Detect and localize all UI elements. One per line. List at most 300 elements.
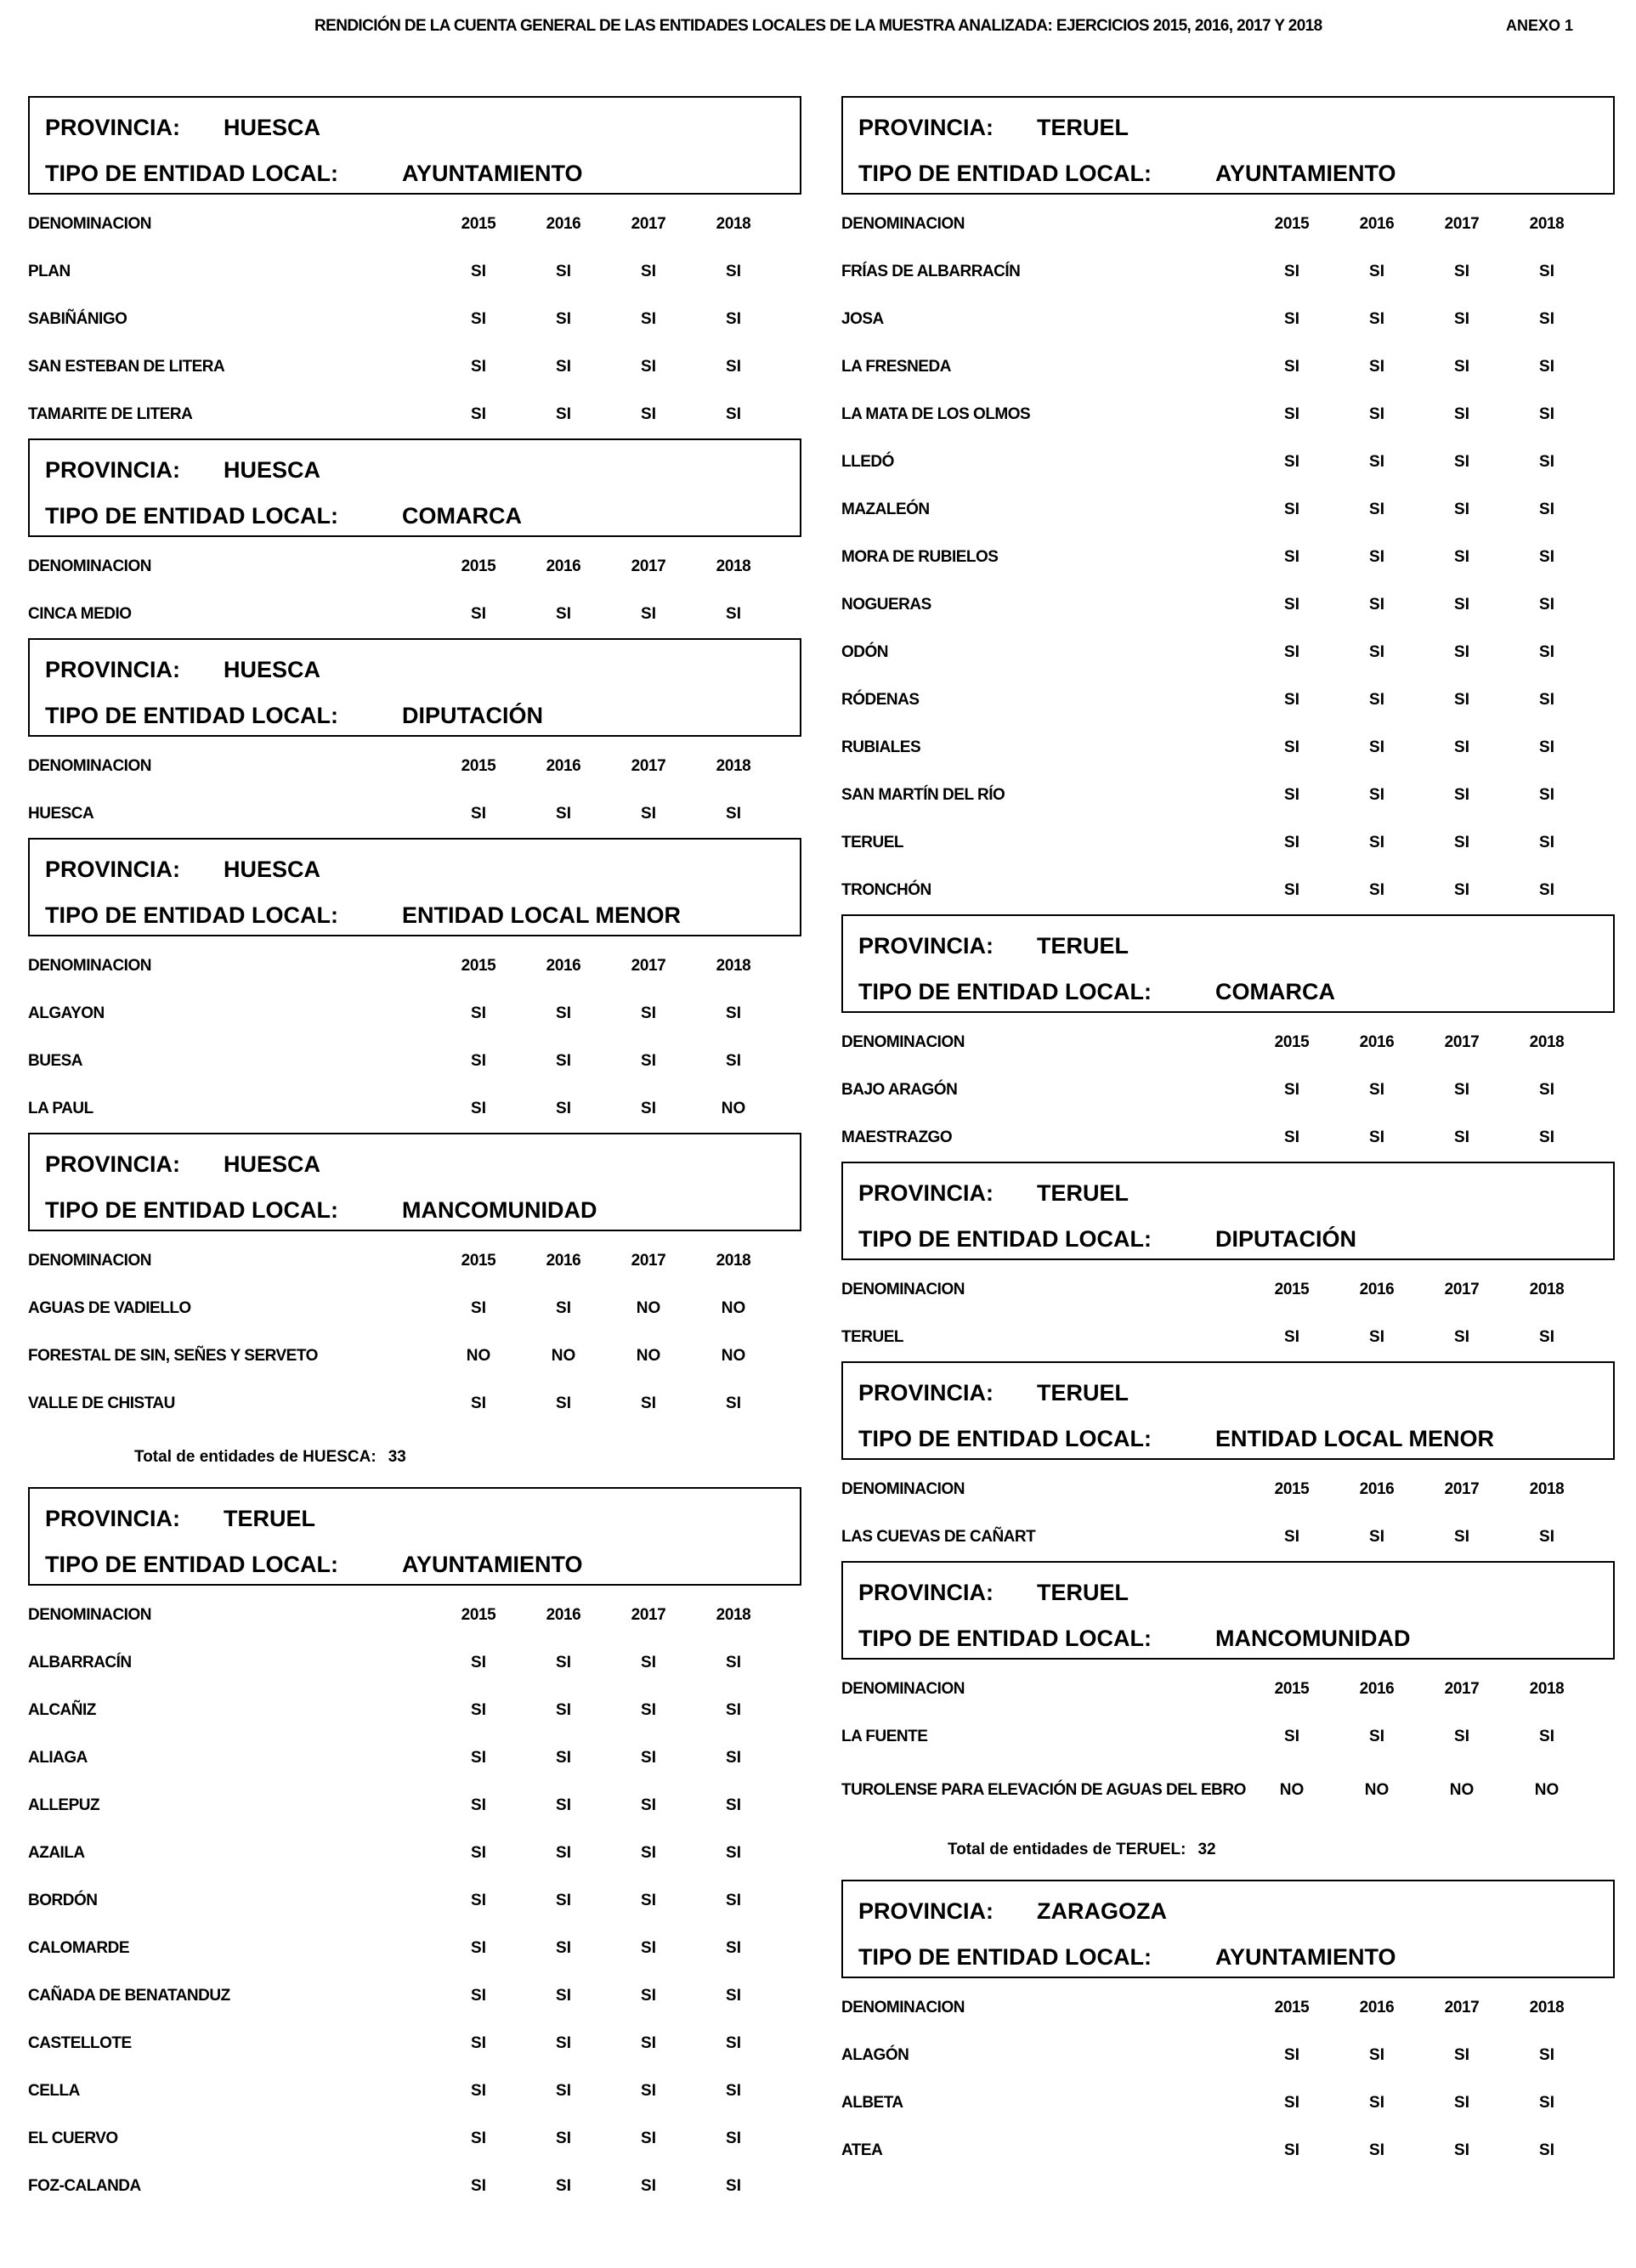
status-cell: SI [1284, 1328, 1299, 1346]
province-name: ZARAGOZA [1037, 1898, 1167, 1924]
table-header-row [28, 942, 776, 990]
province-header-box [28, 438, 801, 537]
status-cell: SI [556, 1052, 571, 1070]
status-cell: SI [1454, 501, 1469, 518]
status-cell: SI [1539, 1328, 1554, 1346]
status-cell: SI [726, 2082, 741, 2100]
entity-section [28, 1487, 801, 2210]
status-cell: SI [641, 405, 656, 423]
entity-name-cell: CALOMARDE [28, 1939, 129, 1957]
table-row [28, 2020, 776, 2067]
entity-type-label: TIPO DE ENTIDAD LOCAL: [45, 1551, 338, 1577]
status-cell: NO [721, 1299, 746, 1317]
status-cell: SI [556, 1892, 571, 1909]
entity-name-cell: TRONCHÓN [841, 881, 931, 899]
status-cell: SI [471, 1004, 486, 1022]
column-header-year: 2016 [1359, 215, 1395, 233]
column-header-year: 2017 [631, 757, 666, 775]
status-cell: SI [1284, 501, 1299, 518]
entity-type-name: AYUNTAMIENTO [1215, 160, 1396, 186]
entity-name-cell: ALIAGA [28, 1749, 88, 1767]
status-cell: SI [1369, 263, 1384, 280]
entity-type-line [45, 1541, 800, 1587]
province-header-box [841, 1561, 1615, 1660]
entity-table [28, 743, 776, 838]
column-header-year: 2018 [716, 957, 751, 975]
entity-name-cell: LA MATA DE LOS OLMOS [841, 405, 1031, 423]
status-cell: SI [1539, 834, 1554, 851]
entity-type-label: TIPO DE ENTIDAD LOCAL: [45, 1196, 338, 1223]
province-header-box [841, 1880, 1615, 1978]
column-header-year: 2018 [1529, 215, 1565, 233]
column-header-year: 2018 [1529, 1480, 1565, 1498]
table-header-row [841, 201, 1589, 248]
column-header-year: 2017 [631, 1252, 666, 1270]
column-header-year: 2015 [461, 957, 496, 975]
table-row [28, 1734, 776, 1782]
status-cell: SI [1284, 834, 1299, 851]
province-label: PROVINCIA: [45, 656, 181, 682]
province-name: TERUEL [1037, 1179, 1129, 1206]
entity-table [28, 1592, 776, 2210]
table-row [841, 1314, 1589, 1361]
entity-name-cell: FOZ-CALANDA [28, 2177, 141, 2195]
status-cell: SI [1369, 2046, 1384, 2064]
table-row [841, 1713, 1589, 1761]
status-cell: SI [556, 605, 571, 623]
table-header-row [841, 1984, 1589, 2032]
status-cell: NO [721, 1100, 746, 1117]
province-header-box [841, 914, 1615, 1013]
province-header-box [841, 1162, 1615, 1260]
status-cell: SI [1369, 834, 1384, 851]
table-header-row [28, 201, 776, 248]
table-row [841, 2079, 1589, 2127]
column-header-denominacion: DENOMINACION [28, 215, 151, 233]
status-cell: SI [1369, 310, 1384, 328]
status-cell: SI [641, 1052, 656, 1070]
status-cell: SI [471, 1844, 486, 1862]
status-cell: SI [556, 1100, 571, 1117]
entity-section [841, 96, 1615, 914]
status-cell: SI [641, 1939, 656, 1957]
status-cell: SI [1539, 310, 1554, 328]
column-header-year: 2017 [631, 215, 666, 233]
table-row [28, 296, 776, 343]
column-header-year: 2018 [1529, 1033, 1565, 1051]
status-cell: SI [641, 310, 656, 328]
status-cell: SI [726, 2034, 741, 2052]
entity-table [841, 201, 1589, 914]
province-name: TERUEL [1037, 1579, 1129, 1605]
status-cell: SI [726, 310, 741, 328]
entity-name-cell: PLAN [28, 263, 71, 280]
status-cell: SI [641, 1654, 656, 1671]
entity-type-name: DIPUTACIÓN [402, 702, 543, 728]
table-row [28, 1877, 776, 1925]
status-cell: SI [641, 1749, 656, 1767]
column-header-year: 2015 [461, 1252, 496, 1270]
status-cell: SI [1454, 263, 1469, 280]
status-cell: SI [1454, 881, 1469, 899]
column-header-year: 2015 [1274, 1480, 1310, 1498]
province-header-box [28, 1487, 801, 1586]
table-row [841, 1114, 1589, 1162]
province-header-box [28, 1133, 801, 1231]
table-row [841, 1066, 1589, 1114]
column-header-year: 2015 [1274, 1281, 1310, 1298]
column-header-year: 2015 [461, 557, 496, 575]
status-cell: SI [641, 1987, 656, 2005]
status-cell: SI [641, 805, 656, 823]
column-header-year: 2016 [546, 757, 581, 775]
province-header-box [28, 838, 801, 936]
column-header-year: 2018 [1529, 1281, 1565, 1298]
status-cell: SI [1454, 2141, 1469, 2159]
entity-type-label: TIPO DE ENTIDAD LOCAL: [858, 978, 1152, 1004]
status-cell: SI [1284, 548, 1299, 566]
column-header-year: 2017 [1444, 1281, 1480, 1298]
entity-name-cell: SAN ESTEBAN DE LITERA [28, 358, 225, 376]
status-cell: SI [726, 1987, 741, 2005]
status-cell: SI [1369, 358, 1384, 376]
entity-name-cell: LAS CUEVAS DE CAÑART [841, 1528, 1036, 1546]
status-cell: SI [641, 2034, 656, 2052]
entity-section [28, 96, 801, 438]
status-cell: SI [471, 1100, 486, 1117]
entity-name-cell: LA PAUL [28, 1100, 93, 1117]
province-label: PROVINCIA: [45, 456, 181, 483]
table-row [28, 1782, 776, 1830]
province-line [858, 1370, 1613, 1416]
status-cell: SI [1454, 453, 1469, 471]
province-line [858, 1170, 1613, 1216]
status-cell: SI [1284, 1728, 1299, 1745]
table-row [28, 1038, 776, 1085]
status-cell: SI [726, 1654, 741, 1671]
status-cell: SI [1454, 405, 1469, 423]
entity-name-cell: ALCAÑIZ [28, 1701, 96, 1719]
table-row [841, 819, 1589, 867]
status-cell: SI [1454, 643, 1469, 661]
status-cell: NO [466, 1347, 491, 1365]
status-cell: SI [471, 1052, 486, 1070]
column-header-year: 2018 [1529, 1680, 1565, 1698]
column-header-year: 2016 [1359, 1480, 1395, 1498]
status-cell: SI [556, 405, 571, 423]
column-header-year: 2016 [546, 557, 581, 575]
table-row [28, 2115, 776, 2163]
table-row [841, 248, 1589, 296]
entity-type-name: ENTIDAD LOCAL MENOR [1215, 1425, 1494, 1451]
status-cell: SI [1454, 548, 1469, 566]
status-cell: SI [726, 605, 741, 623]
status-cell: SI [1284, 786, 1299, 804]
table-row [841, 296, 1589, 343]
status-cell: NO [721, 1347, 746, 1365]
document-title: RENDICIÓN DE LA CUENTA GENERAL DE LAS ENTIDADES LOCALES DE LA MUESTRA ANALIZADA: EJERCICIOS 2015, 2016, 2017 Y 2018 [314, 17, 1322, 35]
entity-type-line [858, 150, 1613, 196]
status-cell: SI [1454, 2046, 1469, 2064]
province-label: PROVINCIA: [858, 1898, 994, 1924]
status-cell: SI [1454, 596, 1469, 614]
column-header-year: 2015 [1274, 1033, 1310, 1051]
status-cell: SI [726, 1939, 741, 1957]
province-label: PROVINCIA: [858, 1379, 994, 1405]
status-cell: SI [471, 1654, 486, 1671]
entity-type-name: AYUNTAMIENTO [402, 1551, 583, 1577]
province-name: TERUEL [1037, 932, 1129, 959]
table-header-row [841, 1666, 1589, 1713]
status-cell: SI [556, 1844, 571, 1862]
entity-type-name: ENTIDAD LOCAL MENOR [402, 902, 681, 928]
status-cell: SI [1539, 405, 1554, 423]
province-total [28, 1428, 801, 1487]
province-name: TERUEL [224, 1505, 315, 1531]
entity-name-cell: LA FUENTE [841, 1728, 928, 1745]
province-label: PROVINCIA: [45, 1151, 181, 1177]
table-row [841, 438, 1589, 486]
entity-name-cell: TUROLENSE PARA ELEVACIÓN DE AGUAS DEL EBRO [841, 1781, 1246, 1799]
status-cell: SI [1454, 691, 1469, 709]
entity-name-cell: CELLA [28, 2082, 80, 2100]
entity-section [841, 1162, 1615, 1361]
province-line [45, 447, 800, 493]
status-cell: SI [1454, 1081, 1469, 1099]
entity-name-cell: ALGAYON [28, 1004, 105, 1022]
column-header-denominacion: DENOMINACION [28, 1252, 151, 1270]
status-cell: SI [1454, 310, 1469, 328]
status-cell: SI [1369, 548, 1384, 566]
table-row [841, 391, 1589, 438]
status-cell: SI [471, 358, 486, 376]
entity-type-label: TIPO DE ENTIDAD LOCAL: [45, 902, 338, 928]
table-row [841, 676, 1589, 724]
status-cell: SI [726, 1004, 741, 1022]
province-line [858, 1570, 1613, 1615]
column-header-denominacion: DENOMINACION [28, 557, 151, 575]
entity-type-label: TIPO DE ENTIDAD LOCAL: [45, 502, 338, 529]
status-cell: SI [1369, 1528, 1384, 1546]
entity-name-cell: SABIÑÁNIGO [28, 310, 127, 328]
status-cell: SI [1539, 2046, 1554, 2064]
entity-type-label: TIPO DE ENTIDAD LOCAL: [858, 1225, 1152, 1252]
entity-name-cell: NOGUERAS [841, 596, 931, 614]
column-header-denominacion: DENOMINACION [841, 1480, 965, 1498]
entity-name-cell: JOSA [841, 310, 884, 328]
entity-name-cell: LLEDÓ [841, 453, 894, 471]
status-cell: SI [726, 1701, 741, 1719]
column-header-year: 2015 [461, 757, 496, 775]
entity-type-name: AYUNTAMIENTO [1215, 1943, 1396, 1970]
status-cell: SI [1284, 881, 1299, 899]
status-cell: SI [1539, 263, 1554, 280]
table-row [841, 772, 1589, 819]
status-cell: SI [641, 358, 656, 376]
status-cell: SI [556, 1004, 571, 1022]
status-cell: SI [556, 2082, 571, 2100]
province-label: PROVINCIA: [858, 1179, 994, 1206]
status-cell: SI [1454, 786, 1469, 804]
entity-section [841, 1561, 1615, 1820]
column-header-year: 2018 [716, 1252, 751, 1270]
table-row [841, 867, 1589, 914]
status-cell: NO [1534, 1781, 1560, 1799]
province-line [45, 1141, 800, 1187]
status-cell: SI [471, 1299, 486, 1317]
table-row [28, 1285, 776, 1332]
entity-name-cell: ALBARRACÍN [28, 1654, 132, 1671]
status-cell: SI [1454, 1528, 1469, 1546]
entity-section [28, 438, 801, 638]
status-cell: SI [1284, 596, 1299, 614]
province-total [841, 1820, 1615, 1880]
entity-name-cell: MAESTRAZGO [841, 1128, 953, 1146]
entity-type-name: MANCOMUNIDAD [402, 1196, 597, 1223]
status-cell: SI [471, 2129, 486, 2147]
column-header-year: 2015 [1274, 215, 1310, 233]
status-cell: SI [641, 605, 656, 623]
status-cell: SI [1539, 881, 1554, 899]
entity-section [28, 638, 801, 838]
total-value: 32 [1197, 1841, 1216, 1858]
status-cell: SI [726, 1796, 741, 1814]
entity-type-name: MANCOMUNIDAD [1215, 1625, 1411, 1651]
status-cell: SI [556, 1987, 571, 2005]
province-name: HUESCA [224, 1151, 321, 1177]
status-cell: SI [1369, 738, 1384, 756]
status-cell: SI [556, 358, 571, 376]
status-cell: SI [1539, 1728, 1554, 1745]
province-header-box [28, 638, 801, 737]
status-cell: SI [1539, 548, 1554, 566]
province-name: HUESCA [224, 856, 321, 882]
status-cell: SI [1369, 786, 1384, 804]
status-cell: SI [1539, 786, 1554, 804]
entity-name-cell: ALAGÓN [841, 2046, 909, 2064]
status-cell: SI [1454, 834, 1469, 851]
status-cell: SI [641, 1892, 656, 1909]
status-cell: SI [1369, 1081, 1384, 1099]
column-header-denominacion: DENOMINACION [841, 1033, 965, 1051]
column-header-denominacion: DENOMINACION [841, 1281, 965, 1298]
status-cell: SI [471, 605, 486, 623]
entity-name-cell: ALBETA [841, 2094, 903, 2112]
status-cell: SI [726, 1052, 741, 1070]
status-cell: SI [556, 2177, 571, 2195]
table-row [841, 2127, 1589, 2175]
column-header-year: 2016 [1359, 1281, 1395, 1298]
status-cell: SI [726, 2177, 741, 2195]
province-label: PROVINCIA: [45, 114, 181, 140]
status-cell: SI [641, 1394, 656, 1412]
province-name: HUESCA [224, 114, 321, 140]
column-header-year: 2015 [1274, 1999, 1310, 2016]
entity-type-line [45, 150, 800, 196]
column-header-year: 2018 [716, 1606, 751, 1624]
status-cell: SI [726, 263, 741, 280]
entity-name-cell: EL CUERVO [28, 2129, 118, 2147]
status-cell: SI [1539, 453, 1554, 471]
status-cell: SI [1284, 643, 1299, 661]
column-header-year: 2018 [1529, 1999, 1565, 2016]
province-name: HUESCA [224, 456, 321, 483]
column-header-denominacion: DENOMINACION [841, 215, 965, 233]
status-cell: SI [1539, 358, 1554, 376]
entity-name-cell: BAJO ARAGÓN [841, 1081, 958, 1099]
table-header-row [28, 743, 776, 790]
entity-name-cell: ALLEPUZ [28, 1796, 100, 1814]
status-cell: SI [1539, 691, 1554, 709]
column-header-year: 2018 [716, 557, 751, 575]
status-cell: SI [471, 1394, 486, 1412]
status-cell: SI [471, 1939, 486, 1957]
status-cell: SI [1454, 2094, 1469, 2112]
status-cell: SI [1284, 738, 1299, 756]
entity-table [841, 1266, 1589, 1361]
entity-table [28, 201, 776, 438]
column-header-year: 2018 [716, 215, 751, 233]
total-value: 33 [388, 1448, 406, 1466]
entity-name-cell: AZAILA [28, 1844, 85, 1862]
status-cell: SI [556, 1654, 571, 1671]
province-name: HUESCA [224, 656, 321, 682]
entity-name-cell: RUBIALES [841, 738, 921, 756]
status-cell: SI [1539, 643, 1554, 661]
table-row [28, 1085, 776, 1133]
entity-name-cell: LA FRESNEDA [841, 358, 951, 376]
table-header-row [28, 1592, 776, 1639]
table-row [841, 724, 1589, 772]
status-cell: SI [471, 263, 486, 280]
status-cell: SI [556, 1299, 571, 1317]
table-header-row [841, 1266, 1589, 1314]
table-header-row [28, 1237, 776, 1285]
status-cell: SI [1284, 263, 1299, 280]
column-header-year: 2015 [461, 1606, 496, 1624]
status-cell: SI [1454, 1128, 1469, 1146]
status-cell: SI [641, 1100, 656, 1117]
column-header-year: 2016 [546, 1606, 581, 1624]
status-cell: SI [556, 1749, 571, 1767]
status-cell: SI [1369, 596, 1384, 614]
status-cell: SI [1284, 1081, 1299, 1099]
status-cell: SI [471, 1892, 486, 1909]
entity-type-line [858, 1615, 1613, 1661]
status-cell: SI [726, 1394, 741, 1412]
status-cell: SI [471, 405, 486, 423]
entity-name-cell: TERUEL [841, 1328, 903, 1346]
status-cell: SI [471, 310, 486, 328]
total-label: Total de entidades de HUESCA: [134, 1448, 376, 1466]
entity-table [841, 1666, 1589, 1820]
entity-type-label: TIPO DE ENTIDAD LOCAL: [45, 702, 338, 728]
right-column [841, 96, 1615, 2175]
status-cell: SI [471, 1749, 486, 1767]
status-cell: SI [726, 1844, 741, 1862]
status-cell: SI [1539, 501, 1554, 518]
status-cell: SI [726, 405, 741, 423]
entity-name-cell: FORESTAL DE SIN, SEÑES Y SERVETO [28, 1347, 318, 1365]
entity-type-label: TIPO DE ENTIDAD LOCAL: [858, 1943, 1152, 1970]
status-cell: SI [1539, 2141, 1554, 2159]
column-header-year: 2016 [1359, 1680, 1395, 1698]
status-cell: SI [471, 1796, 486, 1814]
status-cell: SI [641, 2129, 656, 2147]
entity-type-line [45, 493, 800, 539]
entity-name-cell: BUESA [28, 1052, 83, 1070]
entity-type-line [858, 1934, 1613, 1980]
